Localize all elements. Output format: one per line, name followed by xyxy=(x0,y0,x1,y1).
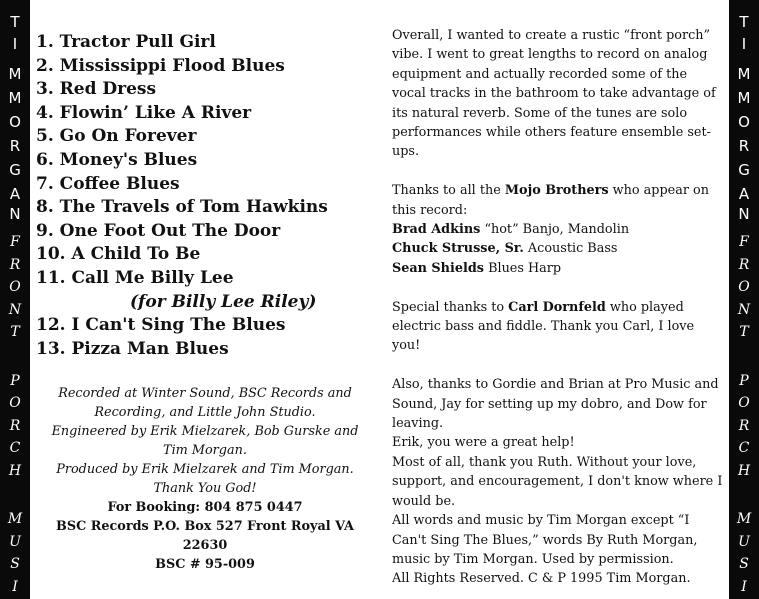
spine-letter: M xyxy=(737,65,751,83)
spine-letter: U xyxy=(738,533,750,550)
also-thanks-paragraph: Also, thanks to Gordie and Brian at Pro Music and Sound, Jay for setting up my dobro, and Dow for leaving. xyxy=(392,377,719,432)
track-item: 6. Money's Blues xyxy=(36,149,198,170)
spine-letter: R xyxy=(738,256,750,273)
track-item: 13. Pizza Man Blues xyxy=(36,338,229,359)
recording-credits xyxy=(38,384,372,574)
spine-letter: I xyxy=(741,578,747,595)
spine-letter: M xyxy=(8,65,22,83)
spine-letter: A xyxy=(9,185,21,203)
spine-letter: T xyxy=(10,324,20,340)
track-item: 1. Tractor Pull Girl xyxy=(36,32,216,52)
track-item: 12. I Can't Sing The Blues xyxy=(36,315,286,336)
spine-letter: F xyxy=(739,234,749,250)
spine-letter: C xyxy=(738,440,750,456)
intro-paragraph: Overall, I wanted to create a rustic “front porch” vibe. I went to great lengths to record on analog equipment and actually recorded some of the vocal tracks in the bathroom to take advantage of its natural reverb. Some of the tunes are solo performances while others feature ensemble set-ups. xyxy=(392,28,716,160)
spine-letter: S xyxy=(739,556,749,572)
spine-letter: O xyxy=(9,395,21,411)
track-item: 5. Go On Forever xyxy=(36,126,197,147)
band-name: Mojo Brothers xyxy=(504,183,609,199)
musician-line: Chuck Strusse, Sr. Acoustic Bass xyxy=(392,241,618,257)
spine-letter: A xyxy=(738,185,750,203)
spine-letter: R xyxy=(738,417,750,434)
catalog-number: BSC # 95-009 xyxy=(155,557,255,572)
spine-letter: H xyxy=(737,462,751,479)
track-item: 4. Flowin’ Like A River xyxy=(36,102,252,123)
spine-letter: O xyxy=(738,113,750,131)
spine-letter: I xyxy=(12,578,18,595)
label-zip: 22630 xyxy=(182,538,228,553)
spine-letter: O xyxy=(738,279,750,295)
track-item: 8. The Travels of Tom Hawkins xyxy=(36,197,328,218)
spine-letter: T xyxy=(739,13,749,31)
produced-line: Produced by Erik Mielzarek and Tim Morgan. xyxy=(56,462,354,477)
track-item: 11. Call Me Billy Lee (for Billy Lee Riley) xyxy=(36,267,328,314)
erik-line: Erik, you were a great help! xyxy=(392,435,575,451)
spine-letter: R xyxy=(738,137,750,155)
spine-letter: I xyxy=(12,35,18,53)
spine-letter: M xyxy=(736,511,752,527)
track-item: 7. Coffee Blues xyxy=(36,173,180,194)
spine-letter: M xyxy=(7,511,23,527)
spine-letter: N xyxy=(9,205,21,223)
musician-line: Brad Adkins “hot” Banjo, Mandolin xyxy=(392,222,630,238)
right-spine xyxy=(729,0,759,599)
recorded-line: Recording, and Little John Studio. xyxy=(94,405,316,420)
spine-letter: R xyxy=(9,137,21,155)
spine-letter: T xyxy=(739,324,749,340)
label-address: BSC Records P.O. Box 527 Front Royal VA xyxy=(56,519,354,534)
track-item: 2. Mississippi Flood Blues xyxy=(36,55,285,76)
spine-letter: T xyxy=(10,13,20,31)
musician-line: Sean Shields Blues Harp xyxy=(392,260,562,276)
spine-letter: M xyxy=(737,89,751,107)
spine-letter: O xyxy=(9,279,21,295)
spine-letter: S xyxy=(10,556,20,572)
spine-letter: O xyxy=(738,395,750,411)
copyright-line: All Rights Reserved. C & P 1995 Tim Morgan. xyxy=(392,571,691,587)
track-item: 10. A Child To Be xyxy=(36,244,201,265)
spine-letter: C xyxy=(9,440,21,456)
spine-letter: H xyxy=(8,462,22,479)
spine-letter: F xyxy=(10,234,20,250)
engineered-line: Tim Morgan. xyxy=(163,443,247,458)
ruth-paragraph: Most of all, thank you Ruth. Without your love, support, and encouragement, I don't know where I would be. xyxy=(392,454,723,509)
track-item: 3. Red Dress xyxy=(36,79,157,100)
special-thanks-paragraph: Special thanks to Carl Dornfeld who played electric bass and fiddle. Thank you Carl, I love you! xyxy=(392,299,695,354)
spine-letter: N xyxy=(738,205,750,223)
spine-letter: N xyxy=(8,301,22,318)
track-list xyxy=(36,31,328,361)
spine-letter: N xyxy=(737,301,751,318)
thanks-paragraph: Thanks to all the Mojo Brothers who appear on this record: xyxy=(392,183,709,218)
spine-letter: P xyxy=(10,372,20,389)
engineered-line: Engineered by Erik Mielzarek, Bob Gurske and xyxy=(51,424,359,439)
spine-letter: R xyxy=(9,256,21,273)
booking-phone: For Booking: 804 875 0447 xyxy=(107,500,303,515)
spine-letter: U xyxy=(9,533,21,550)
track-subtitle: (for Billy Lee Riley) xyxy=(130,291,317,312)
spine-letter: O xyxy=(9,113,21,131)
spine-letter: M xyxy=(8,89,22,107)
left-spine xyxy=(0,0,30,599)
rights-paragraph: All words and music by Tim Morgan except “I Can't Sing The Blues,” words By Ruth Morgan, music by Tim Morgan. Used by permission. xyxy=(392,513,698,567)
spine-letter: I xyxy=(741,35,747,53)
thanks-god-line: Thank You God! xyxy=(153,481,257,496)
liner-notes xyxy=(392,26,724,589)
spine-letter: R xyxy=(9,417,21,434)
track-item: 9. One Foot Out The Door xyxy=(36,220,281,241)
spine-letter: P xyxy=(739,372,749,389)
spine-letter: G xyxy=(738,161,750,179)
spine-letter: G xyxy=(9,161,21,179)
recorded-line: Recorded at Winter Sound, BSC Records and xyxy=(58,386,352,401)
